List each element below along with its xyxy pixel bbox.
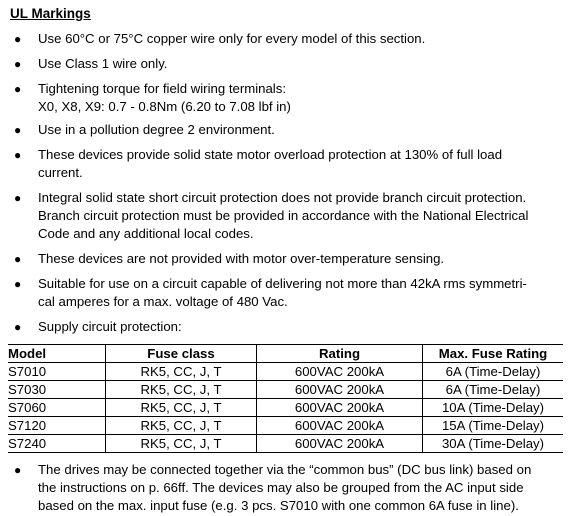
bullet-line: Use Class 1 wire only. bbox=[38, 56, 168, 71]
cell-max-fuse-rating: 15A (Time-Delay) bbox=[423, 417, 564, 435]
bullet-icon: ● bbox=[14, 320, 22, 334]
bullet-line: Tightening torque for field wiring terminals: bbox=[38, 81, 286, 96]
cell-max-fuse-rating: 6A (Time-Delay) bbox=[423, 381, 564, 399]
fuse-rating-table bbox=[8, 344, 563, 453]
page-heading: UL Markings bbox=[10, 6, 91, 21]
table-header-row bbox=[8, 345, 563, 363]
bullet-text bbox=[38, 146, 574, 182]
cell-rating: 600VAC 200kA bbox=[257, 381, 423, 399]
column-header-fuse-class: Fuse class bbox=[106, 345, 257, 363]
bullet-text bbox=[38, 80, 574, 116]
cell-max-fuse-rating: 6A (Time-Delay) bbox=[423, 363, 564, 381]
cell-max-fuse-rating: 10A (Time-Delay) bbox=[423, 399, 564, 417]
bullet-line: These devices are not provided with motor over-temperature sensing. bbox=[38, 251, 445, 266]
bullet-text bbox=[38, 189, 574, 243]
bullet-line: Use in a pollution degree 2 environment. bbox=[38, 122, 275, 137]
bullet-text bbox=[38, 461, 574, 515]
bullet-text bbox=[38, 275, 574, 311]
cell-model: S7120 bbox=[8, 418, 47, 433]
cell-fuse-class: RK5, CC, J, T bbox=[106, 381, 257, 399]
bullet-line: Branch circuit protection must be provided in accordance with the National Electrical bbox=[38, 208, 529, 223]
bullet-icon: ● bbox=[14, 82, 22, 96]
table-row bbox=[8, 399, 563, 417]
table-row bbox=[8, 363, 563, 381]
bullet-text bbox=[38, 30, 574, 48]
cell-rating: 600VAC 200kA bbox=[257, 417, 423, 435]
bullet-text bbox=[38, 250, 574, 268]
cell-fuse-class: RK5, CC, J, T bbox=[106, 417, 257, 435]
cell-model: S7240 bbox=[8, 436, 47, 451]
cell-model: S7060 bbox=[8, 400, 47, 415]
bullet-text bbox=[38, 318, 574, 336]
bullet-line: Suitable for use on a circuit capable of delivering not more than 42kA rms symmetri- bbox=[38, 276, 527, 291]
column-header-rating: Rating bbox=[257, 345, 423, 363]
cell-fuse-class: RK5, CC, J, T bbox=[106, 435, 257, 453]
bullet-line: These devices provide solid state motor overload protection at 130% of full load bbox=[38, 147, 503, 162]
bullet-line: Code and any additional local codes. bbox=[38, 226, 254, 241]
bullet-line: the instructions on p. 66ff. The devices may also be grouped from the AC input side bbox=[38, 480, 524, 495]
cell-rating: 600VAC 200kA bbox=[257, 363, 423, 381]
bullet-line: Integral solid state short circuit protection does not provide branch circuit protection. bbox=[38, 190, 527, 205]
bullet-icon: ● bbox=[14, 252, 22, 266]
bullet-icon: ● bbox=[14, 57, 22, 71]
bullet-line: Use 60°C or 75°C copper wire only for every model of this section. bbox=[38, 31, 426, 46]
bullet-line: X0, X8, X9: 0.7 - 0.8Nm (6.20 to 7.08 lbf in) bbox=[38, 99, 291, 114]
bullet-icon: ● bbox=[14, 123, 22, 137]
cell-model: S7010 bbox=[8, 364, 47, 379]
cell-rating: 600VAC 200kA bbox=[257, 435, 423, 453]
cell-fuse-class: RK5, CC, J, T bbox=[106, 399, 257, 417]
table-row bbox=[8, 435, 563, 453]
bullet-icon: ● bbox=[14, 148, 22, 162]
table-row bbox=[8, 381, 563, 399]
bullet-text bbox=[38, 121, 574, 139]
bullet-text bbox=[38, 55, 574, 73]
bullet-line: current. bbox=[38, 165, 83, 180]
bullet-icon: ● bbox=[14, 463, 22, 477]
cell-model: S7030 bbox=[8, 382, 47, 397]
cell-max-fuse-rating: 30A (Time-Delay) bbox=[423, 435, 564, 453]
column-header-max-fuse-rating: Max. Fuse Rating bbox=[423, 345, 564, 363]
bullet-icon: ● bbox=[14, 277, 22, 291]
bullet-line: based on the max. input fuse (e.g. 3 pcs. S7010 with one common 6A fuse in line). bbox=[38, 498, 519, 513]
bullet-icon: ● bbox=[14, 32, 22, 46]
table-row bbox=[8, 417, 563, 435]
bullet-icon: ● bbox=[14, 191, 22, 205]
bullet-line: cal amperes for a max. voltage of 480 Vac. bbox=[38, 294, 288, 309]
cell-fuse-class: RK5, CC, J, T bbox=[106, 363, 257, 381]
column-header-model: Model bbox=[8, 346, 47, 361]
bullet-line: Supply circuit protection: bbox=[38, 319, 182, 334]
cell-rating: 600VAC 200kA bbox=[257, 399, 423, 417]
bullet-line: The drives may be connected together via the “common bus” (DC bus link) based on bbox=[38, 462, 532, 477]
